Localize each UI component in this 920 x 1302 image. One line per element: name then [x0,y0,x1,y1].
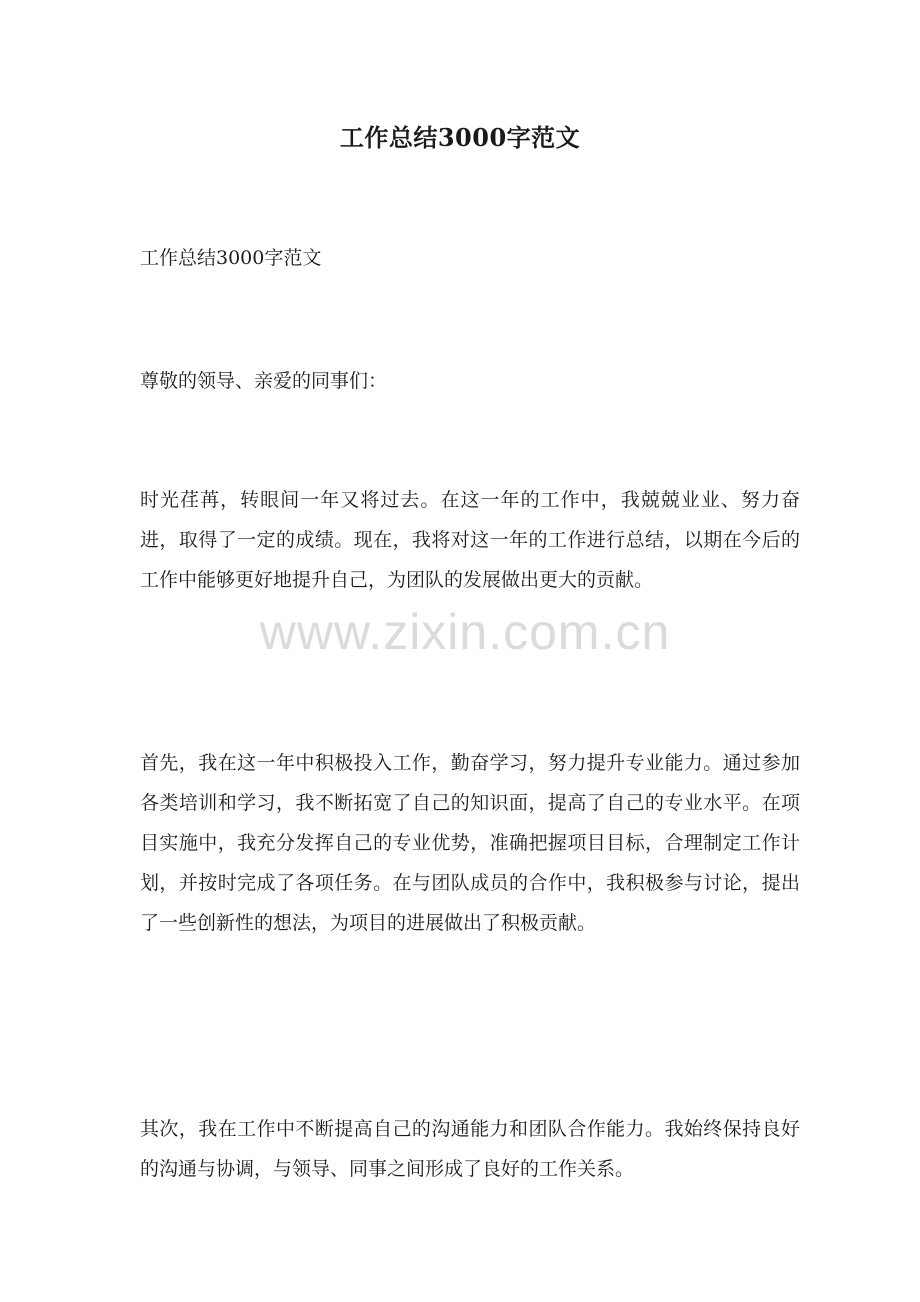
watermark-text: www.zixin.com.cn [259,604,671,660]
document-subtitle: 工作总结3000字范文 [140,247,322,269]
document-title: 工作总结3000字范文 [339,123,581,152]
paragraph-3: 其次，我在工作中不断提高自己的沟通能力和团队合作能力。我始终保持良好的沟通与协调，与领导、同事之间形成了良好的工作关系。 [140,1118,800,1180]
paragraph-1: 时光荏苒，转眼间一年又将过去。在这一年的工作中，我兢兢业业、努力奋进，取得了一定的成绩。现在，我将对这一年的工作进行总结，以期在今后的工作中能够更好地提升自己，为团队的发展做出更大的贡献。 [140,489,800,591]
greeting-line: 尊敬的领导、亲爱的同事们： [140,370,388,392]
paragraph-2: 首先，我在这一年中积极投入工作，勤奋学习，努力提升专业能力。通过参加各类培训和学习，我不断拓宽了自己的知识面，提高了自己的专业水平。在项目实施中，我充分发挥自己的专业优势，准确把握项目目标，合理制定工作计划，并按时完成了各项任务。在与团队成员的合作中，我积极参与讨论，提出了一些创新性的想法，为项目的进展做出了积极贡献。 [140,752,800,934]
